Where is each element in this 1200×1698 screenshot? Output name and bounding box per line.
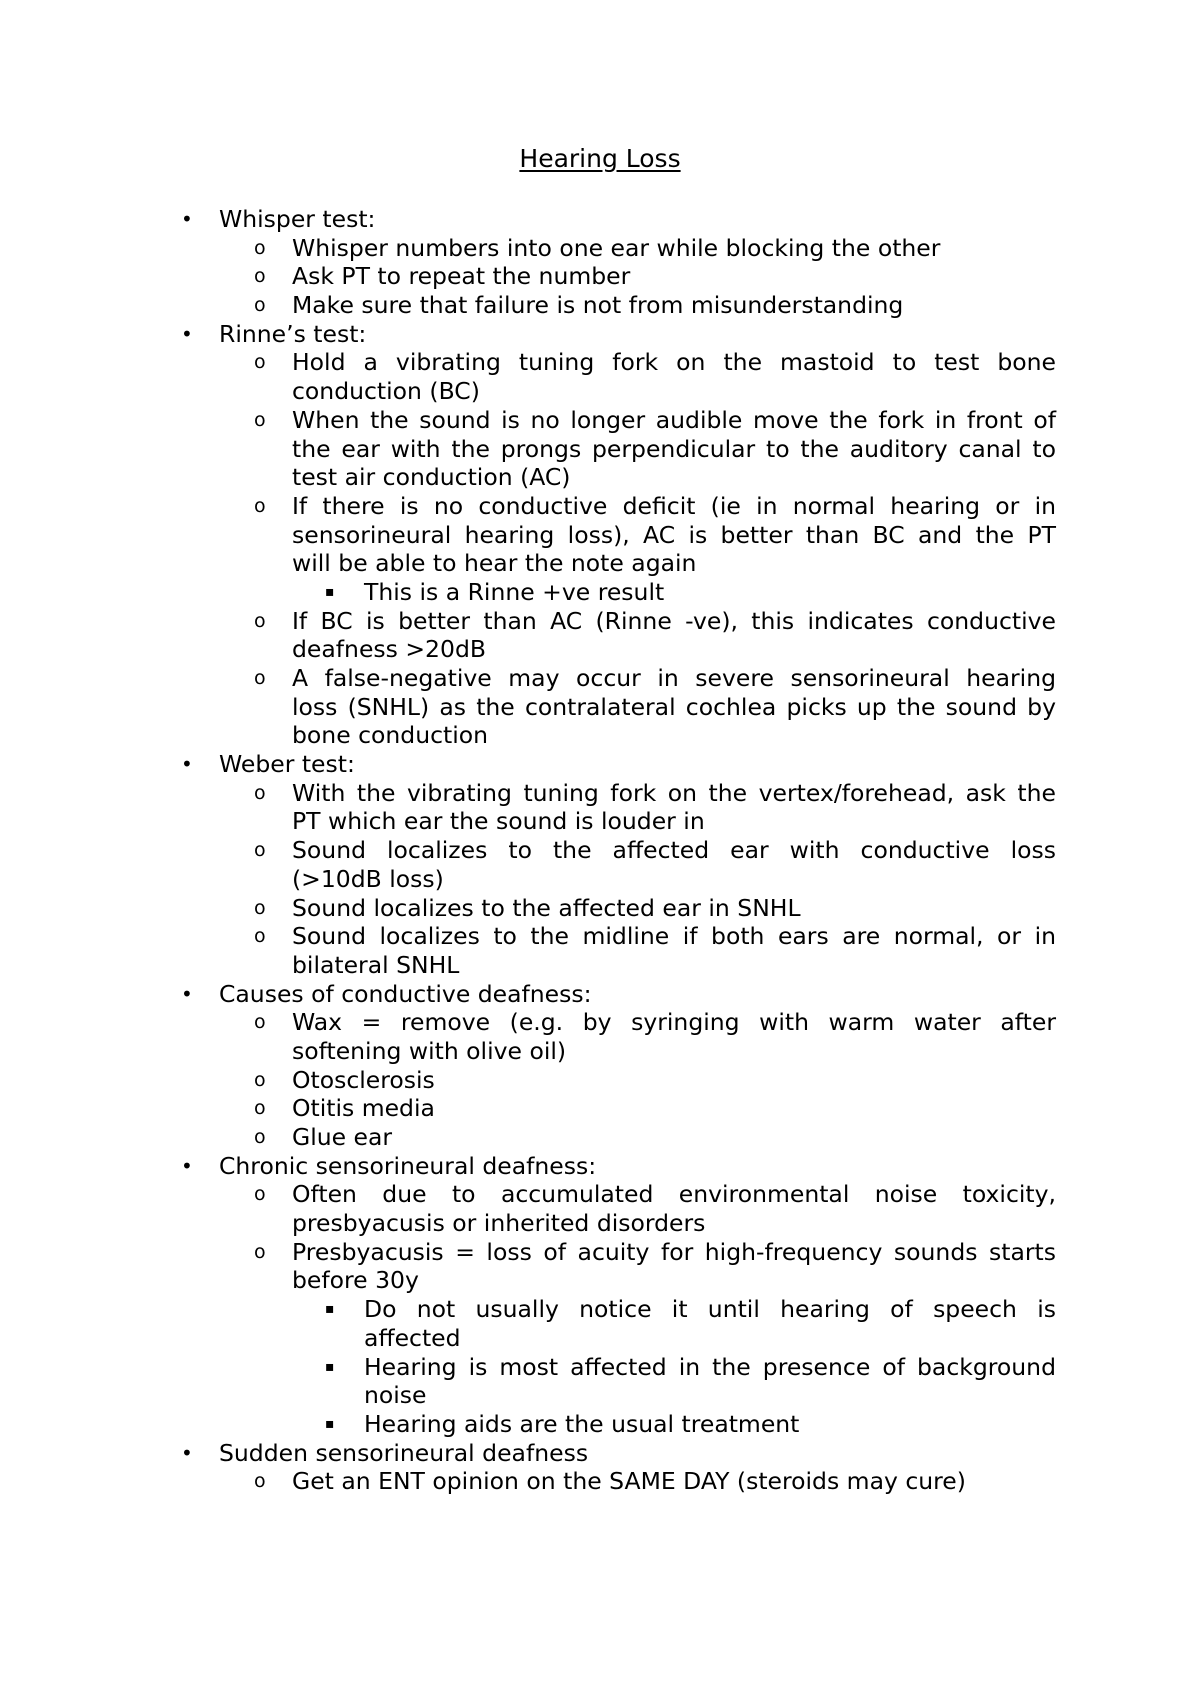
list-item [0,1066,1200,1095]
bullet-marker: ▪ [325,1415,335,1432]
list-item [0,1410,1200,1439]
list-item-text: bone conduction [292,721,489,750]
bullet-marker: o [254,408,266,431]
list-item-text: Make sure that failure is not from misunderstanding [292,291,904,320]
list-item-text: Hearing aids are the usual treatment [364,1409,800,1438]
bullet-marker: o [254,1011,266,1034]
list-item [0,894,1200,923]
list-item-text: bilateral SNHL [292,950,460,979]
list-item-continuation [0,1266,1200,1295]
list-item [0,779,1200,808]
bullet-marker: o [254,351,266,374]
list-item-text: A false-negative may occur in severe sensorineural hearing [292,664,1056,692]
list-item [0,1008,1200,1037]
list-item-text: Hold a vibrating tuning fork on the mastoid to test bone [292,348,1056,377]
bullet-marker: o [254,1470,266,1493]
list-item-continuation [0,721,1200,750]
list-item-text: Otitis media [292,1094,435,1123]
list-item-text: Weber test: [219,750,355,779]
bullet-marker: • [181,1440,193,1465]
list-item-text: conduction (BC) [292,377,480,406]
bullet-marker: o [254,781,266,804]
list-item-text: This is a Rinne +ve result [364,577,665,606]
list-item [0,1123,1200,1152]
list-item [0,922,1200,951]
bullet-marker: • [181,321,193,346]
list-item-continuation [0,549,1200,578]
list-item [0,1180,1200,1209]
list-item-text: the ear with the prongs perpendicular to the auditory canal to [292,434,1056,463]
list-item-text: presbyacusis or inherited disorders [292,1209,706,1238]
list-item-text: Ask PT to repeat the number [292,262,631,291]
list-item-text: If BC is better than AC (Rinne -ve), this indicates conductive [292,606,1056,635]
list-item-text: Sound localizes to the affected ear in SNHL [292,893,801,922]
list-item [0,980,1200,1009]
list-item [0,262,1200,291]
list-item-text: Presbyacusis = loss of acuity for high-frequency sounds starts [292,1237,1056,1266]
list-item-text: Sound localizes to the midline if both ears are normal, or in [292,922,1056,951]
list-item [0,234,1200,263]
list-item-text: Whisper numbers into one ear while blocking the other [292,233,941,262]
list-item [0,492,1200,521]
bullet-marker: o [254,236,266,259]
list-item [0,607,1200,636]
list-item-text: PT which ear the sound is louder in [292,807,705,836]
list-item-continuation [0,1037,1200,1066]
list-item [0,836,1200,865]
list-item-text: If there is no conductive deficit (ie in normal hearing or in [292,491,1056,520]
list-item [0,1353,1200,1382]
list-item-text: With the vibrating tuning fork on the vertex/forehead, ask the [292,778,1056,807]
bullet-marker: o [254,609,266,632]
list-item-text: Often due to accumulated environmental noise toxicity, [292,1180,1056,1209]
list-item [0,1152,1200,1181]
list-item [0,291,1200,320]
list-item [0,205,1200,234]
list-item-text: When the sound is no longer audible move the fork in front of [292,405,1056,434]
list-item-text: Get an ENT opinion on the SAME DAY (steroids may cure) [292,1467,966,1496]
list-item-text: Rinne’s test: [219,319,367,348]
list-item-continuation [0,377,1200,406]
bullet-marker: • [181,1153,193,1178]
list-item-text: Sudden sensorineural deafness [219,1438,589,1467]
bullet-marker: o [254,896,266,919]
list-item-text: test air conduction (AC) [292,463,571,492]
list-item-text: Otosclerosis [292,1065,435,1094]
list-item-continuation [0,1381,1200,1410]
list-item-text: softening with olive oil) [292,1036,567,1065]
bullet-marker: o [254,1097,266,1120]
list-item-continuation [0,463,1200,492]
list-item-text: before 30y [292,1266,419,1295]
bullet-marker: o [254,667,266,689]
bullet-marker: ▪ [325,1301,335,1318]
list-item-continuation [0,521,1200,550]
list-item [0,320,1200,349]
list-item-continuation [0,435,1200,464]
list-item-text: Glue ear [292,1123,393,1151]
bullet-marker: ▪ [325,1358,335,1375]
list-item-text: noise [364,1381,427,1410]
list-item-text: sensorineural hearing loss), AC is better than BC and the PT [292,520,1056,549]
list-item [0,578,1200,607]
bullet-marker: o [254,1126,266,1148]
list-item-text: Wax = remove (e.g. by syringing with warm water after [292,1008,1056,1037]
list-item-text: Sound localizes to the affected ear with conductive loss [292,836,1056,865]
list-item-text: loss (SNHL) as the contralateral cochlea picks up the sound by [292,692,1056,721]
list-item [0,1439,1200,1468]
bullet-marker: o [254,925,266,948]
list-item [0,348,1200,377]
list-item-continuation [0,865,1200,894]
bullet-marker: o [254,494,266,517]
bullet-marker: ▪ [325,583,335,600]
bullet-marker: o [254,294,266,317]
notes-list [0,205,1200,1496]
bullet-marker: o [254,265,266,288]
bullet-marker: • [181,981,193,1006]
list-item-continuation [0,1209,1200,1238]
list-item [0,1094,1200,1123]
list-item-text: Do not usually notice it until hearing of speech is [364,1295,1056,1324]
bullet-marker: • [181,207,193,231]
list-item [0,406,1200,435]
list-item-text: deafness >20dB [292,635,486,664]
page-title: Hearing Loss [519,144,681,173]
list-item-text: Chronic sensorineural deafness: [219,1151,597,1180]
list-item [0,1295,1200,1324]
list-item [0,750,1200,779]
bullet-marker: o [254,1068,266,1091]
list-item-text: will be able to hear the note again [292,549,697,578]
list-item-continuation [0,1324,1200,1353]
list-item-text: affected [364,1323,461,1352]
list-item-text: Hearing is most affected in the presence of background [364,1352,1056,1381]
bullet-marker: o [254,1183,266,1206]
list-item-text: Causes of conductive deafness: [219,979,592,1008]
list-item-text: (>10dB loss) [292,864,444,893]
list-item-continuation [0,635,1200,664]
list-item-continuation [0,807,1200,836]
list-item-continuation [0,693,1200,722]
list-item-text: Whisper test: [219,205,376,233]
list-item [0,664,1200,693]
bullet-marker: o [254,839,266,862]
bullet-marker: • [181,752,193,777]
list-item-continuation [0,951,1200,980]
list-item [0,1467,1200,1496]
list-item [0,1238,1200,1267]
bullet-marker: o [254,1240,266,1263]
